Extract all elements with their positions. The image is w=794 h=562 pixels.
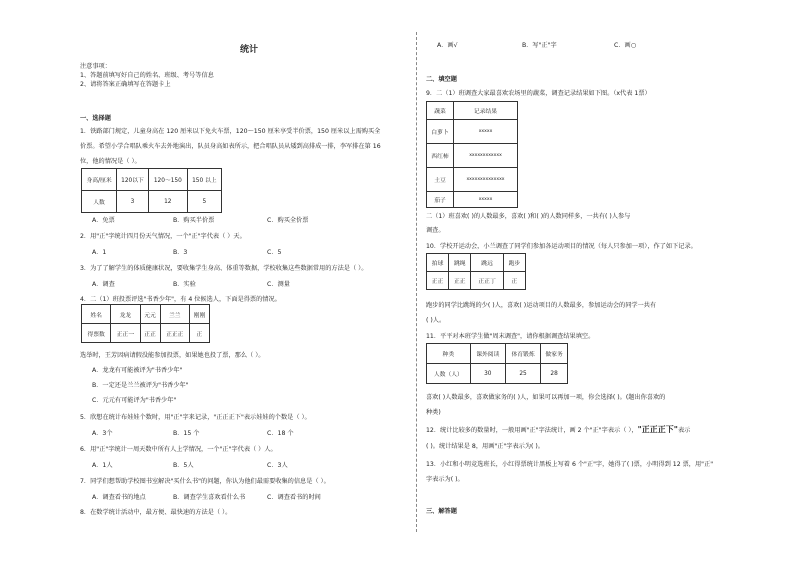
table-cell: 28: [541, 364, 568, 384]
table-header: 做家务: [541, 344, 568, 364]
question-text: 11．平平对本班学生做"周末调查"，请你根据调查结果填空。: [426, 333, 595, 340]
row-label: 人数（人）: [427, 364, 471, 384]
table-cell: 正正: [140, 324, 160, 343]
question-text: 二（1）班喜欢( )的人数最多，喜欢( )和( )的人数同样多，一共有( )人参与: [426, 213, 631, 220]
table-cell: xxxxxxxxxxxx: [454, 144, 518, 168]
row-label: 土豆: [427, 168, 454, 192]
question-text-part: 12．统计比较多的数量时，一般用画"正"字法统计，画 2 个"正"字表示（ ），: [426, 427, 638, 434]
option: C．调查看书的时间: [267, 494, 321, 501]
option: C．5: [267, 249, 282, 256]
option: B．3: [173, 249, 188, 256]
table-cell: 正正: [427, 272, 449, 290]
option: C．元元有可能评为"书香少年": [92, 397, 177, 404]
vote-table: [81, 304, 210, 343]
question-text: 跑步的同学比跳绳的少( )人，喜欢( )运动项目的人数最多，参加运动会的同学一共有: [426, 302, 657, 309]
table-header: 跳绳: [449, 254, 471, 272]
table-cell: 正正: [449, 272, 471, 290]
question-text: 选举时，王芳因病请假没能参加投票，如果她也投了票，那么（ ）。: [80, 352, 265, 359]
section-heading: 三、解答题: [426, 508, 457, 515]
table-header: 拍球: [427, 254, 449, 272]
option: B．15 个: [173, 430, 200, 437]
option: A．龙龙有可能被评为"书香少年": [92, 367, 183, 374]
option: C．测量: [267, 281, 290, 288]
option: B．实验: [173, 281, 196, 288]
table-cell: xxxxx: [454, 192, 518, 208]
table-cell: 正正丁: [471, 272, 503, 290]
question-text: 2．用"正"字统计四月份天气情况，一个"正"字代表（ ）天。: [80, 233, 246, 240]
option: B．调查学生喜欢看什么书: [173, 494, 246, 501]
table-header: 姓名: [82, 305, 111, 324]
table-cell: 正正正: [160, 324, 189, 343]
table-header: 120～150: [148, 169, 187, 191]
table-header: 种类: [427, 344, 471, 364]
table-cell: 12: [148, 191, 187, 213]
table-header: 蔬菜: [427, 102, 454, 120]
question-text: 调查。: [426, 227, 445, 234]
question-text: 位，他的情况是（ ）。: [80, 158, 141, 165]
table-header: 元元: [140, 305, 160, 324]
question-text: 4．二（1）班投票评选"书香少年"，有 4 位候选人，下面是得票的情况。: [80, 296, 281, 303]
table-header: 跑步: [503, 254, 525, 272]
option: A．1人: [92, 462, 113, 469]
question-text: 价票。希望小学合唱队乘火车去外地演出，队员身高如表所示，把合唱队员从矮到高排成一排，李军排在第 16: [80, 143, 381, 150]
option: C．3人: [267, 462, 288, 469]
tally-mark: "正正正下": [637, 425, 678, 434]
row-label: 西红柿: [427, 144, 454, 168]
section-heading: 一、选择题: [80, 115, 111, 122]
question-text: 种类): [426, 409, 441, 416]
question-text: 字表示为( )。: [426, 476, 464, 483]
question-text: 3．为了了解学生的体质健康状况，要收集学生身高、体重等数据，学校收集这些数据常用的方法是（ ）。: [80, 265, 368, 272]
table-cell: xxxxxxxxxxxxxx: [454, 168, 518, 192]
table-header: 刚刚: [189, 305, 209, 324]
option: A．免票: [92, 217, 115, 224]
table-cell: 5: [187, 191, 221, 213]
table-header: 150 以上: [187, 169, 221, 191]
table-cell: 正: [503, 272, 525, 290]
table-header: 120以下: [117, 169, 149, 191]
table-header: 跳远: [471, 254, 503, 272]
option: A．调查看书的地点: [92, 494, 146, 501]
notes-heading: 注意事项：: [80, 63, 111, 70]
question-text: [426, 424, 690, 435]
option: B．5人: [173, 462, 194, 469]
question-text: 10．学校开运动会，小兰调查了同学们参加各运动项目的情况（每人只参加一项），作了如下记录。: [426, 243, 697, 250]
question-text: 5．欣想在统计布娃娃个数时，用"正"字来记录，"正正正下"表示娃娃的个数是（ ）。: [80, 414, 311, 421]
option: A．画√: [437, 42, 458, 49]
table-header: 兰兰: [160, 305, 189, 324]
table-cell: 正正一: [111, 324, 140, 343]
row-label: 人数: [82, 191, 117, 213]
column-divider: [416, 32, 417, 532]
table-cell: xxxxx: [454, 120, 518, 144]
table-cell: 正: [189, 324, 209, 343]
option: C．画○: [614, 42, 637, 49]
option: A．3个: [92, 430, 113, 437]
table-cell: 30: [470, 364, 505, 384]
note-item: 2、请将答案正确填写在答题卡上: [80, 81, 171, 88]
table-header: 体育锻炼: [505, 344, 540, 364]
weekend-table: [426, 343, 568, 384]
question-text: 喜欢( )人数最多，喜欢做家务的( )人，如果可以再加一项，你会选择( )。(题出你喜欢的: [426, 394, 666, 401]
page-title: 统计: [240, 45, 259, 55]
row-label: 白萝卜: [427, 120, 454, 144]
note-item: 1、答题前填写好自己的姓名、班级、考号等信息: [80, 72, 214, 79]
table-header: 身高/厘米: [82, 169, 117, 191]
question-text: ( )。统计结果是 8，用画"正"字表示为( )。: [426, 443, 544, 450]
row-label: 得票数: [82, 324, 111, 343]
option: B．购买半价票: [173, 217, 215, 224]
vegetable-table: [426, 101, 518, 208]
row-label: 茄子: [427, 192, 454, 208]
option: A．调查: [92, 281, 115, 288]
table-header: 记录结果: [454, 102, 518, 120]
question-text-part: 表示: [677, 427, 691, 434]
question-text: 7．同学们想帮助学校图书室解决"买什么书"的问题，你认为他们最需要收集的信息是（ ）。: [80, 478, 330, 485]
sport-table: [426, 253, 526, 290]
question-text: 8．在数学统计活动中，最方便、最快速的方法是（ ）。: [80, 509, 232, 516]
question-text: 9．二（1）班调查大家最喜欢农场里的蔬菜，调查记录结果如下图。（x代表 1票）: [426, 90, 651, 97]
option: C．购买全价票: [267, 217, 309, 224]
option: C．18 个: [267, 430, 294, 437]
question-text: ( )人。: [426, 317, 446, 324]
option: B．写"正"字: [522, 42, 557, 49]
table-header: 课外阅读: [470, 344, 505, 364]
section-heading: 二、填空题: [426, 76, 457, 83]
height-table: [81, 168, 222, 213]
option: B．一定还是兰兰被评为"书香少年": [92, 382, 189, 389]
question-text: 13．小红和小明竞选班长，小红得票统计黑板上写着 6 个"正"字，她得了( )票，小明得到 12 票，用"正": [426, 461, 714, 468]
table-cell: 25: [505, 364, 540, 384]
table-header: 龙龙: [111, 305, 140, 324]
question-text: 1．铁路部门规定，儿童身高在 120 厘米以下免火车票，120～150 厘米享受半价票，150 厘米以上需购买全: [80, 128, 381, 135]
question-text: 6．用"正"字统计一周天数中所有人上学情况，一个"正"字代表（ ）人。: [80, 446, 277, 453]
option: A．1: [92, 249, 107, 256]
table-cell: 3: [117, 191, 149, 213]
